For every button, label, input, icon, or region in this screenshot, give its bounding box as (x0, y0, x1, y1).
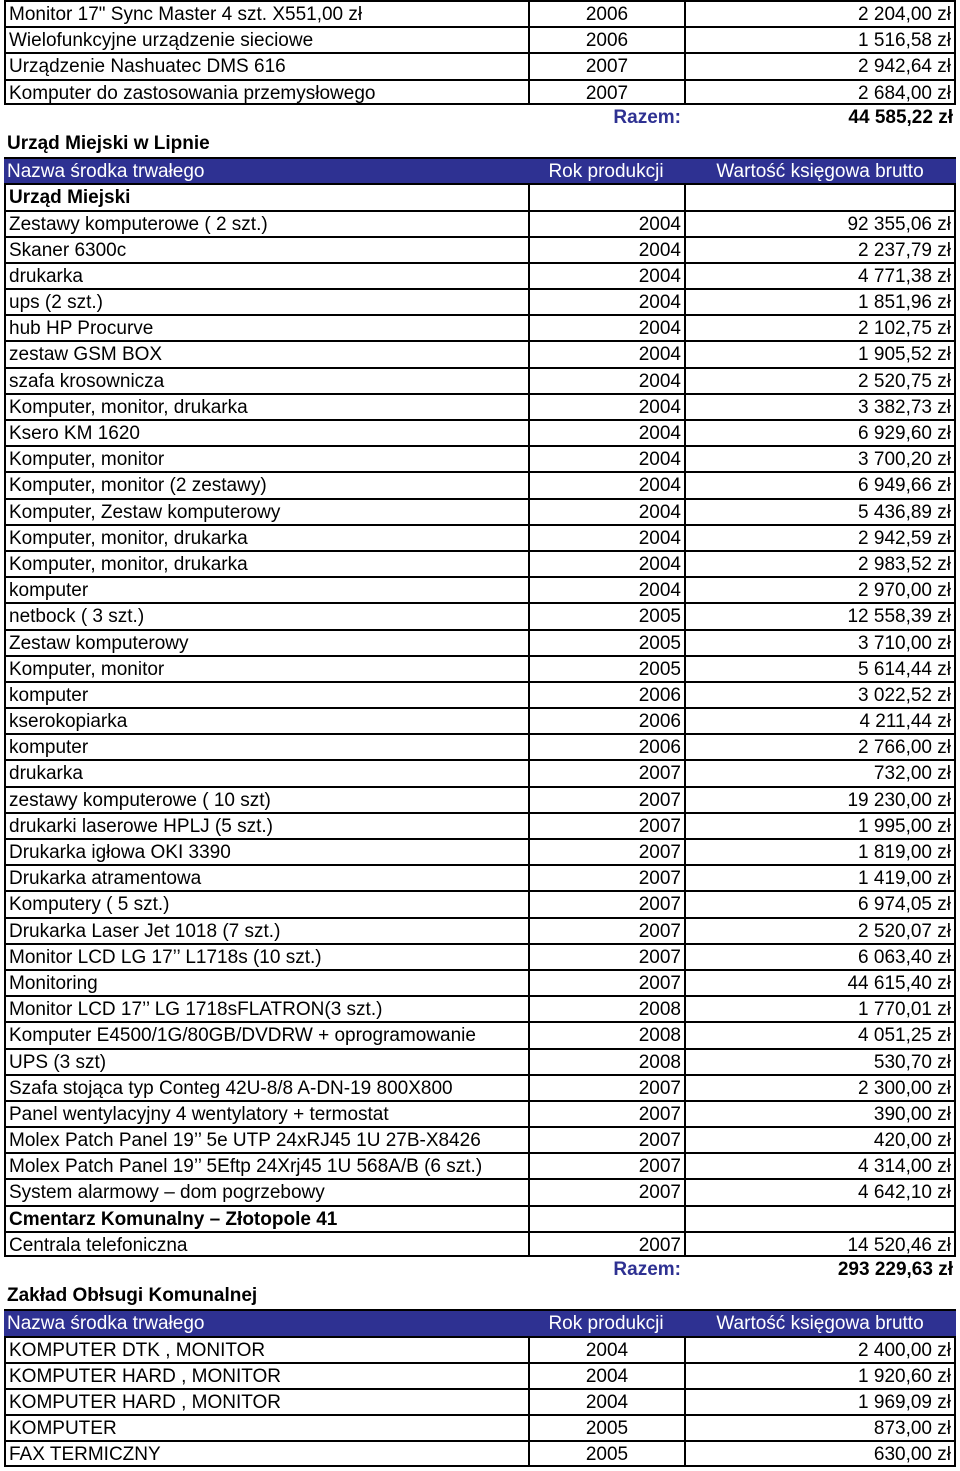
table-row (4, 759, 956, 785)
book-value-cell: 6 949,66 zł (684, 471, 956, 497)
table-row (4, 1231, 956, 1257)
table-row (4, 995, 956, 1021)
asset-name-cell: hub HP Procurve (4, 314, 528, 340)
production-year-cell: 2008 (528, 995, 684, 1021)
asset-name-cell: UPS (3 szt) (4, 1048, 528, 1074)
table-row (4, 1178, 956, 1204)
table-row (4, 419, 956, 445)
book-value-cell: 2 520,75 zł (684, 367, 956, 393)
production-year-cell: 2007 (528, 1152, 684, 1178)
table-row (4, 1021, 956, 1047)
book-value-cell: 2 204,00 zł (684, 0, 956, 26)
asset-name-cell: Komputer, monitor (4, 655, 528, 681)
book-value-cell: 4 771,38 zł (684, 262, 956, 288)
production-year-cell: 2007 (528, 79, 684, 105)
asset-name-cell: komputer (4, 576, 528, 602)
table-row (4, 1362, 956, 1388)
asset-sheet (4, 0, 956, 1467)
book-value-cell: 2 237,79 zł (684, 236, 956, 262)
book-value-cell: 2 102,75 zł (684, 314, 956, 340)
production-year-cell: 2004 (528, 1362, 684, 1388)
book-value-cell: 873,00 zł (684, 1414, 956, 1440)
asset-name-cell: KOMPUTER DTK , MONITOR (4, 1336, 528, 1362)
asset-name-cell: zestawy komputerowe ( 10 szt) (4, 786, 528, 812)
asset-name-cell: komputer (4, 733, 528, 759)
section-title (4, 131, 956, 157)
book-value-cell: 2 942,64 zł (684, 52, 956, 78)
book-value-cell: 2 942,59 zł (684, 524, 956, 550)
table-row (4, 969, 956, 995)
production-year-cell: 2006 (528, 707, 684, 733)
book-value-cell: 2 970,00 zł (684, 576, 956, 602)
asset-name-cell: Komputer, monitor (2 zestawy) (4, 471, 528, 497)
table-row (4, 707, 956, 733)
production-year-cell: 2004 (528, 340, 684, 366)
asset-name-cell: Komputery ( 5 szt.) (4, 890, 528, 916)
table-row (4, 864, 956, 890)
production-year-cell: 2004 (528, 210, 684, 236)
book-value-cell: 19 230,00 zł (684, 786, 956, 812)
header-production-year: Rok produkcji (528, 1309, 684, 1335)
production-year-cell: 2007 (528, 1231, 684, 1257)
section-title-text: Zakład Obłsugi Komunalnej (7, 1285, 258, 1307)
production-year-cell: 2007 (528, 1126, 684, 1152)
table-row (4, 340, 956, 366)
asset-name-cell: Monitor 17" Sync Master 4 szt. X551,00 zł (4, 0, 528, 26)
book-value-cell: 3 382,73 zł (684, 393, 956, 419)
book-value-cell: 1 920,60 zł (684, 1362, 956, 1388)
book-value-cell: 4 051,25 zł (684, 1021, 956, 1047)
production-year-cell: 2007 (528, 812, 684, 838)
header-asset-name: Nazwa środka trwałego (4, 157, 528, 183)
production-year-cell: 2004 (528, 498, 684, 524)
production-year-cell: 2004 (528, 314, 684, 340)
asset-name-cell: Panel wentylacyjny 4 wentylatory + termostat (4, 1100, 528, 1126)
book-value-cell: 390,00 zł (684, 1100, 956, 1126)
empty-cell (528, 1205, 684, 1231)
production-year-cell: 2005 (528, 1414, 684, 1440)
production-year-cell: 2007 (528, 1178, 684, 1204)
book-value-cell: 14 520,46 zł (684, 1231, 956, 1257)
asset-name-cell: Monitoring (4, 969, 528, 995)
table-row (4, 1100, 956, 1126)
production-year-cell: 2005 (528, 602, 684, 628)
asset-name-cell: drukarka (4, 759, 528, 785)
table-row (4, 917, 956, 943)
subheading-text: Cmentarz Komunalny – Złotopole 41 (4, 1205, 528, 1231)
production-year-cell: 2007 (528, 838, 684, 864)
book-value-cell: 5 436,89 zł (684, 498, 956, 524)
production-year-cell: 2004 (528, 445, 684, 471)
table-row (4, 576, 956, 602)
production-year-cell: 2005 (528, 629, 684, 655)
asset-name-cell: szafa krosownicza (4, 367, 528, 393)
empty-cell (684, 183, 956, 209)
book-value-cell: 2 400,00 zł (684, 1336, 956, 1362)
total-label: Razem: (613, 1259, 681, 1280)
book-value-cell: 6 974,05 zł (684, 890, 956, 916)
table-row (4, 1126, 956, 1152)
book-value-cell: 4 314,00 zł (684, 1152, 956, 1178)
book-value-cell: 1 516,58 zł (684, 26, 956, 52)
asset-name-cell: komputer (4, 681, 528, 707)
asset-name-cell: Komputer, monitor, drukarka (4, 550, 528, 576)
table-row (4, 890, 956, 916)
book-value-cell: 3 710,00 zł (684, 629, 956, 655)
book-value-cell: 1 905,52 zł (684, 340, 956, 366)
book-value-cell: 2 520,07 zł (684, 917, 956, 943)
asset-name-cell: Zestaw komputerowy (4, 629, 528, 655)
book-value-cell: 6 929,60 zł (684, 419, 956, 445)
subheading (4, 183, 956, 209)
total-value: 293 229,63 zł (837, 1259, 953, 1280)
production-year-cell: 2004 (528, 1336, 684, 1362)
asset-name-cell: System alarmowy – dom pogrzebowy (4, 1178, 528, 1204)
asset-name-cell: KOMPUTER (4, 1414, 528, 1440)
empty-cell (684, 1205, 956, 1231)
asset-name-cell: Centrala telefoniczna (4, 1231, 528, 1257)
asset-name-cell: Molex Patch Panel 19’’ 5Eftp 24Xrj45 1U 568A/B (6 szt.) (4, 1152, 528, 1178)
asset-name-cell: drukarki laserowe HPLJ (5 szt.) (4, 812, 528, 838)
table-row (4, 602, 956, 628)
asset-name-cell: Komputer do zastosowania przemysłowego (4, 79, 528, 105)
book-value-cell: 2 300,00 zł (684, 1074, 956, 1100)
production-year-cell: 2004 (528, 262, 684, 288)
table-row (4, 733, 956, 759)
book-value-cell: 1 419,00 zł (684, 864, 956, 890)
production-year-cell: 2007 (528, 1100, 684, 1126)
table-row (4, 262, 956, 288)
production-year-cell: 2006 (528, 0, 684, 26)
asset-name-cell: FAX TERMICZNY (4, 1440, 528, 1466)
book-value-cell: 2 684,00 zł (684, 79, 956, 105)
table-row (4, 655, 956, 681)
book-value-cell: 2 766,00 zł (684, 733, 956, 759)
production-year-cell: 2006 (528, 26, 684, 52)
table-row (4, 52, 956, 78)
total-row (4, 1257, 956, 1283)
production-year-cell: 2004 (528, 576, 684, 602)
asset-name-cell: Drukarka igłowa OKI 3390 (4, 838, 528, 864)
table-row (4, 838, 956, 864)
production-year-cell: 2006 (528, 733, 684, 759)
production-year-cell: 2004 (528, 288, 684, 314)
book-value-cell: 420,00 zł (684, 1126, 956, 1152)
production-year-cell: 2007 (528, 759, 684, 785)
column-header-row (4, 1309, 956, 1335)
book-value-cell: 1 770,01 zł (684, 995, 956, 1021)
asset-name-cell: Wielofunkcyjne urządzenie sieciowe (4, 26, 528, 52)
table-row (4, 210, 956, 236)
asset-name-cell: Drukarka Laser Jet 1018 (7 szt.) (4, 917, 528, 943)
production-year-cell: 2007 (528, 52, 684, 78)
asset-name-cell: Monitor LCD 17’’ LG 1718sFLATRON(3 szt.) (4, 995, 528, 1021)
table-row (4, 0, 956, 26)
table-row (4, 1152, 956, 1178)
book-value-cell: 1 851,96 zł (684, 288, 956, 314)
book-value-cell: 732,00 zł (684, 759, 956, 785)
production-year-cell: 2007 (528, 890, 684, 916)
book-value-cell: 3 022,52 zł (684, 681, 956, 707)
asset-name-cell: Drukarka atramentowa (4, 864, 528, 890)
table-row (4, 1336, 956, 1362)
asset-name-cell: Molex Patch Panel 19’’ 5e UTP 24xRJ45 1U 27B-X8426 (4, 1126, 528, 1152)
subheading (4, 1205, 956, 1231)
table-row (4, 943, 956, 969)
book-value-cell: 44 615,40 zł (684, 969, 956, 995)
table-row (4, 26, 956, 52)
book-value-cell: 92 355,06 zł (684, 210, 956, 236)
production-year-cell: 2004 (528, 471, 684, 497)
header-book-value: Wartość księgowa brutto (684, 157, 956, 183)
production-year-cell: 2004 (528, 236, 684, 262)
book-value-cell: 630,00 zł (684, 1440, 956, 1466)
table-row (4, 550, 956, 576)
header-asset-name: Nazwa środka trwałego (4, 1309, 528, 1335)
asset-name-cell: Komputer, Zestaw komputerowy (4, 498, 528, 524)
production-year-cell: 2004 (528, 393, 684, 419)
subheading-text: Urząd Miejski (4, 183, 528, 209)
production-year-cell: 2004 (528, 550, 684, 576)
production-year-cell: 2004 (528, 367, 684, 393)
book-value-cell: 4 211,44 zł (684, 707, 956, 733)
asset-name-cell: drukarka (4, 262, 528, 288)
table-row (4, 812, 956, 838)
table-row (4, 498, 956, 524)
production-year-cell: 2004 (528, 1388, 684, 1414)
header-production-year: Rok produkcji (528, 157, 684, 183)
column-header-row (4, 157, 956, 183)
asset-name-cell: Komputer, monitor (4, 445, 528, 471)
asset-name-cell: Urządzenie Nashuatec DMS 616 (4, 52, 528, 78)
table-row (4, 445, 956, 471)
table-row (4, 1048, 956, 1074)
book-value-cell: 12 558,39 zł (684, 602, 956, 628)
table-row (4, 471, 956, 497)
production-year-cell: 2006 (528, 681, 684, 707)
book-value-cell: 1 819,00 zł (684, 838, 956, 864)
production-year-cell: 2007 (528, 786, 684, 812)
asset-name-cell: zestaw GSM BOX (4, 340, 528, 366)
book-value-cell: 1 969,09 zł (684, 1388, 956, 1414)
table-row (4, 1074, 956, 1100)
production-year-cell: 2007 (528, 917, 684, 943)
table-row (4, 314, 956, 340)
production-year-cell: 2007 (528, 1074, 684, 1100)
book-value-cell: 6 063,40 zł (684, 943, 956, 969)
asset-name-cell: netbock ( 3 szt.) (4, 602, 528, 628)
production-year-cell: 2007 (528, 969, 684, 995)
asset-name-cell: Komputer E4500/1G/80GB/DVDRW + oprogramowanie (4, 1021, 528, 1047)
production-year-cell: 2008 (528, 1048, 684, 1074)
asset-name-cell: Komputer, monitor, drukarka (4, 393, 528, 419)
table-row (4, 1440, 956, 1466)
table-row (4, 367, 956, 393)
book-value-cell: 3 700,20 zł (684, 445, 956, 471)
table-row (4, 681, 956, 707)
table-row (4, 288, 956, 314)
asset-name-cell: Skaner 6300c (4, 236, 528, 262)
asset-name-cell: ups (2 szt.) (4, 288, 528, 314)
asset-name-cell: KOMPUTER HARD , MONITOR (4, 1388, 528, 1414)
section-title-text: Urząd Miejski w Lipnie (7, 132, 210, 154)
production-year-cell: 2007 (528, 864, 684, 890)
production-year-cell: 2004 (528, 524, 684, 550)
table-row (4, 786, 956, 812)
asset-name-cell: KOMPUTER HARD , MONITOR (4, 1362, 528, 1388)
book-value-cell: 530,70 zł (684, 1048, 956, 1074)
asset-name-cell: Komputer, monitor, drukarka (4, 524, 528, 550)
asset-name-cell: Szafa stojąca typ Conteg 42U-8/8 A-DN-19 800X800 (4, 1074, 528, 1100)
asset-name-cell: Zestawy komputerowe ( 2 szt.) (4, 210, 528, 236)
production-year-cell: 2005 (528, 1440, 684, 1466)
table-row (4, 1388, 956, 1414)
production-year-cell: 2008 (528, 1021, 684, 1047)
book-value-cell: 5 614,44 zł (684, 655, 956, 681)
production-year-cell: 2005 (528, 655, 684, 681)
production-year-cell: 2007 (528, 943, 684, 969)
table-row (4, 393, 956, 419)
table-row (4, 79, 956, 105)
book-value-cell: 2 983,52 zł (684, 550, 956, 576)
total-value: 44 585,22 zł (848, 106, 953, 128)
production-year-cell: 2004 (528, 419, 684, 445)
book-value-cell: 4 642,10 zł (684, 1178, 956, 1204)
total-row (4, 105, 956, 131)
header-book-value: Wartość księgowa brutto (684, 1309, 956, 1335)
asset-name-cell: kserokopiarka (4, 707, 528, 733)
table-row (4, 524, 956, 550)
table-row (4, 629, 956, 655)
table-row (4, 1414, 956, 1440)
total-label: Razem: (613, 106, 681, 128)
asset-name-cell: Monitor LCD LG 17’’ L1718s (10 szt.) (4, 943, 528, 969)
book-value-cell: 1 995,00 zł (684, 812, 956, 838)
asset-name-cell: Ksero KM 1620 (4, 419, 528, 445)
empty-cell (528, 183, 684, 209)
table-row (4, 236, 956, 262)
section-title (4, 1283, 956, 1309)
